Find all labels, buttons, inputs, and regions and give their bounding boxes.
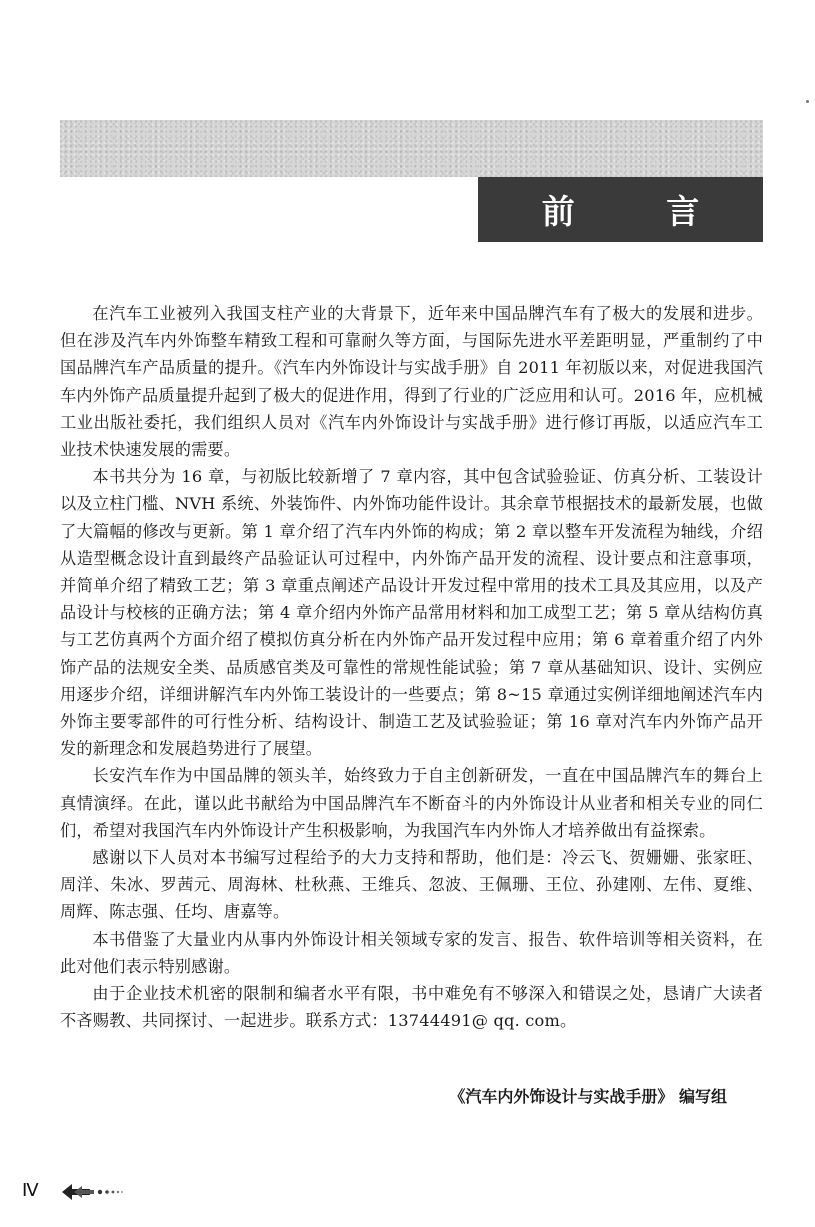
paragraph-3: 长安汽车作为中国品牌的领头羊，始终致力于自主创新研发，一直在中国品牌汽车的舞台上真情演绎。在此，谨以此书献给为中国品牌汽车不断奋斗的内外饰设计从业者和相关专业的同仁们，希望对我国汽车内外饰设计产生积极影响，为我国汽车内外饰人才培养做出有益探索。	[60, 766, 763, 840]
paragraph-6: 由于企业技术机密的限制和编者水平有限，书中难免有不够深入和错误之处，恳请广大读者不吝赐教、共同探讨、一起进步。联系方式：13744491@ qq. com。	[60, 984, 763, 1031]
paragraph-4: 感谢以下人员对本书编写过程给予的大力支持和帮助，他们是：冷云飞、贺姗姗、张家旺、周洋、朱冰、罗茜元、周海林、杜秋燕、王维兵、忽波、王佩珊、王位、孙建刚、左伟、夏维、周辉、陈志强、任均、唐嘉等。	[60, 848, 763, 922]
paragraph-5: 本书借鉴了大量业内从事内外饰设计相关领域专家的发言、报告、软件培训等相关资料，在此对他们表示特别感谢。	[60, 929, 763, 976]
preface-body	[60, 300, 763, 1034]
page-title: 前 言	[541, 192, 740, 231]
back-arrow-icon	[60, 1181, 140, 1203]
header-texture-band	[60, 120, 763, 177]
paragraph-1: 在汽车工业被列入我国支柱产业的大背景下，近年来中国品牌汽车有了极大的发展和进步。但在涉及汽车内外饰整车精致工程和可靠耐久等方面，与国际先进水平差距明显，严重制约了中国品牌汽车产品质量的提升。《汽车内外饰设计与实战手册》自 2011 年初版以来，对促进我国汽车内外饰产品质量提升起到了极大的促进作用，得到了行业的广泛应用和认可。2016 年，应机械工业出版社委托，我们组织人员对《汽车内外饰设计与实战手册》进行修订再版，以适应汽车工业技术快速发展的需要。	[60, 304, 763, 460]
author-signature: 《汽车内外饰设计与实战手册》 编写组	[449, 1087, 727, 1106]
paragraph-2: 本书共分为 16 章，与初版比较新增了 7 章内容，其中包含试验验证、仿真分析、工装设计以及立柱门槛、NVH 系统、外装饰件、内外饰功能件设计。其余章节根据技术的最新发展，也做了大篇幅的修改与更新。第 1 章介绍了汽车内外饰的构成；第 2 章以整车开发流程为轴线，介绍从造型概念设计直到最终产品验证认可过程中，内外饰产品开发的流程、设计要点和注意事项，并简单介绍了精致工艺；第 3 章重点阐述产品设计开发过程中常用的技术工具及其应用，以及产品设计与校核的正确方法；第 4 章介绍内外饰产品常用材料和加工成型工艺；第 5 章从结构仿真与工艺仿真两个方面介绍了模拟仿真分析在内外饰产品开发过程中应用；第 6 章着重介绍了内外饰产品的法规安全类、品质感官类及可靠性的常规性能试验；第 7 章从基础知识、设计、实例应用逐步介绍，详细讲解汽车内外饰工装设计的一些要点；第 8~15 章通过实例详细地阐述汽车内外饰主要零部件的可行性分析、结构设计、制造工艺及试验验证；第 16 章对汽车内外饰产品开发的新理念和发展趋势进行了展望。	[60, 467, 763, 759]
scan-speck	[806, 100, 809, 103]
title-box	[478, 177, 763, 242]
page-number: Ⅳ	[22, 1180, 39, 1201]
